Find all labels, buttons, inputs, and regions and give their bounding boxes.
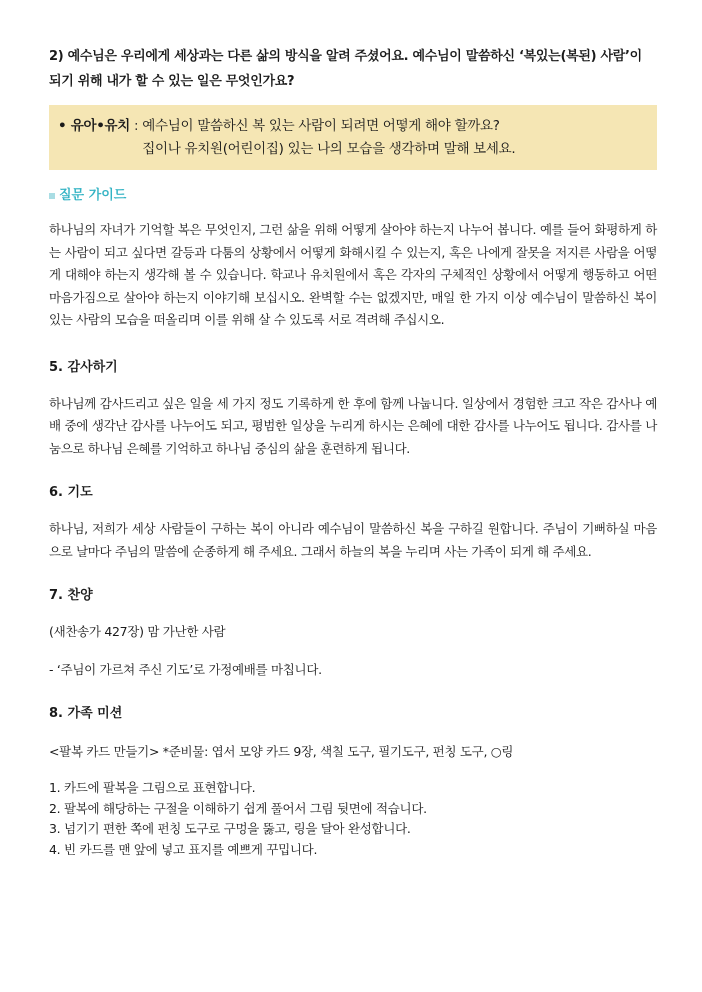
age-group-separator: :: [130, 118, 143, 134]
hymn-line: (새찬송가 427장) 맘 가난한 사람: [49, 624, 226, 639]
section-7-title: 7. 찬양: [49, 588, 93, 603]
age-group-label: • 유아•유치: [58, 118, 131, 134]
list-item: 4. 빈 카드를 맨 앞에 넣고 표지를 예쁘게 꾸밉니다.: [49, 841, 318, 857]
section-6-text: 하나님, 저희가 세상 사람들이 구하는 복이 아니라 예수님이 말씀하신 복을 구하길 원합니다. 주님이 기뻐하실 마음으로 날마다 주님의 말씀에 순종하게 해 주세요. 그래서 하늘의 복을 누리며 사는 가족이 되게 해 주세요.: [49, 521, 657, 559]
section-5-text: 하나님께 감사드리고 싶은 일을 세 가지 정도 기록하게 한 후에 함께 나눕니다. 일상에서 경험한 크고 작은 감사나 예배 중에 생각난 감사를 나누어도 되고, 평범한 일상을 누리게 하시는 은혜에 대한 감사를 나누어도 됩니다. 감사를 나눔으로 하나님 은혜를 기억하고 하나님 중심의 삶을 훈련하게 됩니다.: [49, 395, 657, 456]
guide-text: 하나님의 자녀가 기억할 복은 무엇인지, 그런 삶을 위해 어떻게 살아야 하는지 나누어 봅니다. 예를 들어 화평하게 하는 사람이 되고 싶다면 갈등과 다툼의 상황에서 어떻게 화해시킬 수 있는지, 혹은 나에게 잘못을 저지른 사람을 어떻게 대해야 하는지 생각해 볼 수 있습니다. 학교나 유치원에서 혹은 각자의 구체적인 상황에서 어떻게 행동하고 어떤 마음가짐으로 살아야 하는지 이야기해 보십시오. 완벽할 수는 없겠지만, 매일 한 가지 이상 예수님이 말씀하신 복이 있는 사람의 모습을 떠올리며 이를 위해 살 수 있도록 서로 격려해 주십시오.: [49, 222, 657, 327]
section-5-title: 5. 감사하기: [49, 359, 118, 375]
list-item: 2. 팔복에 해당하는 구절을 이해하기 쉽게 풀어서 그림 뒷면에 적습니다.: [49, 800, 427, 816]
list-item: 3. 넘기기 편한 쪽에 펀칭 도구로 구멍을 뚫고, 링을 달아 완성합니다.: [49, 821, 411, 836]
document-page: [49, 44, 657, 860]
age-group-line-2: 집이나 유치원(어린이집) 있는 나의 모습을 생각하며 말해 보세요.: [142, 141, 516, 157]
square-bullet-icon: [49, 193, 55, 199]
mission-materials: <팔복 카드 만들기> *준비물: 엽서 모양 카드 9장, 색칠 도구, 필기도구, 펀칭 도구, ○링: [49, 744, 514, 759]
question-2: 2) 예수님은 우리에게 세상과는 다른 삶의 방식을 알려 주셨어요. 예수님이 말씀하신 ‘복있는(복된) 사람’이 되기 위해 내가 할 수 있는 일은 무엇인가요?: [49, 49, 642, 89]
mission-steps: [49, 778, 657, 860]
age-group-line-1: 예수님이 말씀하신 복 있는 사람이 되려면 어떻게 해야 할까요?: [142, 118, 500, 134]
section-8-title: 8. 가족 미션: [49, 706, 123, 721]
guide-heading: [49, 186, 657, 206]
guide-title: 질문 가이드: [59, 188, 127, 203]
age-group-box: [49, 105, 657, 170]
closing-line: - ‘주님이 가르쳐 주신 기도’로 가정예배를 마칩니다.: [49, 662, 322, 677]
section-6-title: 6. 기도: [49, 485, 93, 500]
list-item: 1. 카드에 팔복을 그림으로 표현합니다.: [49, 780, 256, 795]
